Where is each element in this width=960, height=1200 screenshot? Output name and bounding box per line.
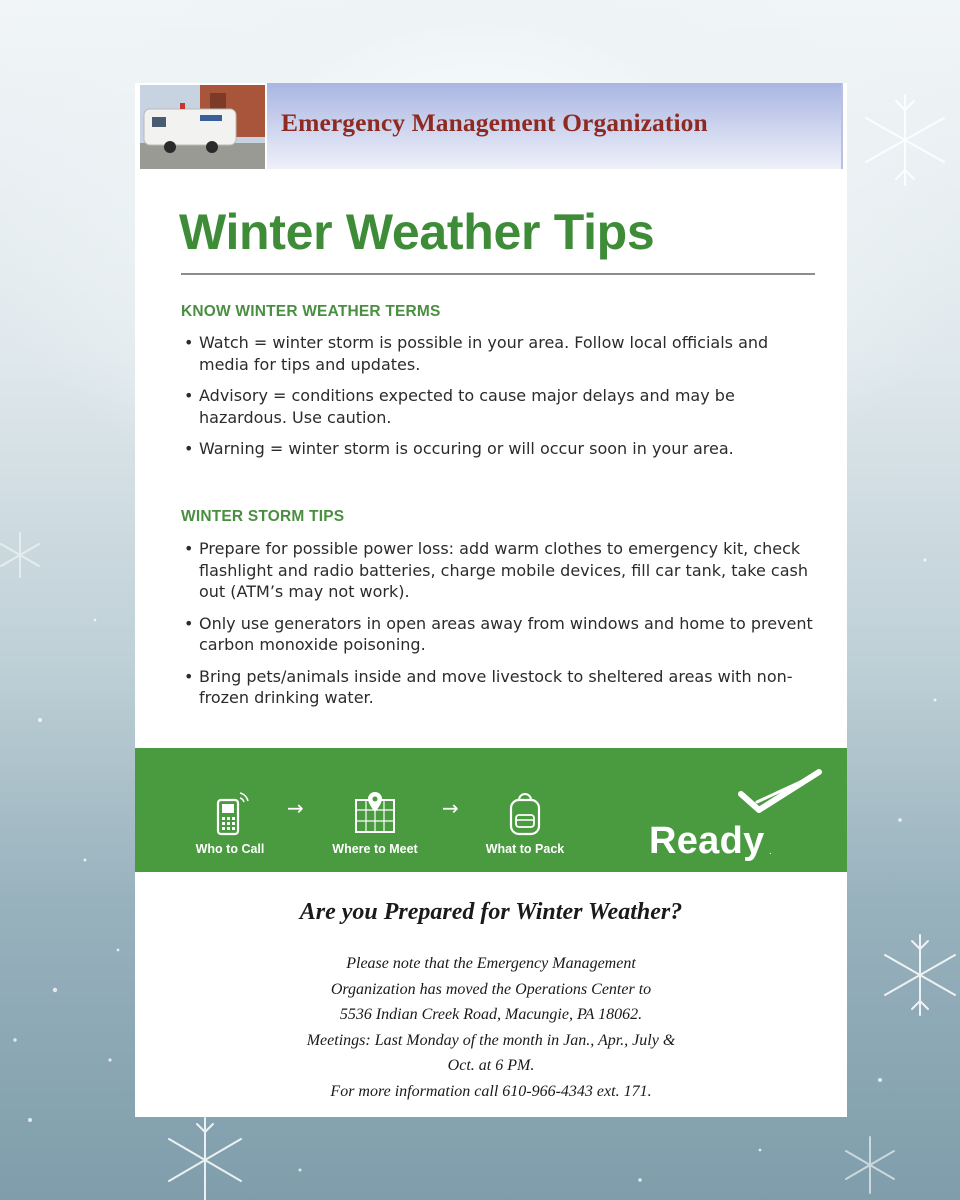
notice-line: Please note that the Emergency Management (346, 955, 636, 972)
snowflake-icon (1, 533, 39, 577)
page-title: Winter Weather Tips (179, 204, 655, 260)
list-item: • Only use generators in open areas away from windows and home to prevent carbon monoxide poisoning. (181, 613, 821, 656)
checkmark-icon (735, 766, 825, 816)
map-pin-icon (350, 788, 400, 838)
step-label: Where to Meet (332, 842, 418, 856)
prepared-question: Are you Prepared for Winter Weather? (299, 899, 683, 925)
step-who-to-call (175, 788, 285, 856)
title-divider (181, 273, 815, 275)
organization-title: Emergency Management Organization (281, 108, 708, 137)
list-item: • Warning = winter storm is occuring or will occur soon in your area. (181, 438, 821, 460)
section-heading-storm-tips: WINTER STORM TIPS (181, 508, 345, 525)
notice-line: 5536 Indian Creek Road, Macungie, PA 18062. (339, 1006, 643, 1023)
list-item: • Bring pets/animals inside and move livestock to sheltered areas with non-frozen drinking water. (181, 666, 821, 709)
notice-line: Meetings: Last Monday of the month in Jan., Apr., July & (306, 1031, 676, 1049)
storm-tips-list (181, 538, 821, 719)
arrow-right-icon: → (287, 796, 304, 820)
list-item: • Watch = winter storm is possible in your area. Follow local officials and media for tips and updates. (181, 332, 821, 375)
snowflake-icon (846, 1137, 894, 1193)
terms-list (181, 332, 821, 470)
flyer (135, 83, 847, 1117)
notice-line: For more information call 610-966-4343 ext. 171. (330, 1082, 652, 1100)
section-heading-terms: KNOW WINTER WEATHER TERMS (181, 303, 441, 320)
operations-notice (135, 951, 847, 1104)
flyer-header (135, 83, 847, 171)
snowflake-icon (885, 935, 955, 1015)
trailer-photo (140, 85, 265, 169)
list-item: • Prepare for possible power loss: add warm clothes to emergency kit, check flashlight and radio batteries, charge mobile devices, fill car tank, take cash out (ATM’s may not work). (181, 538, 821, 603)
notice-line: Oct. at 6 PM. (447, 1057, 535, 1074)
step-what-to-pack (470, 788, 580, 856)
cell-phone-icon (210, 788, 250, 838)
list-item: • Advisory = conditions expected to cause major delays and may be hazardous. Use caution. (181, 385, 821, 428)
snowflake-icon (169, 1118, 241, 1200)
backpack-icon (505, 788, 545, 838)
step-where-to-meet (315, 788, 435, 856)
step-label: Who to Call (195, 842, 265, 856)
arrow-right-icon: → (442, 796, 459, 820)
ready-band (135, 748, 847, 872)
snowflake-icon (866, 95, 944, 185)
ready-logo-mark: . (769, 846, 772, 857)
step-label: What to Pack (485, 842, 565, 856)
notice-line: Organization has moved the Operations Center to (330, 980, 652, 998)
ready-logo-text: Ready (649, 820, 765, 862)
